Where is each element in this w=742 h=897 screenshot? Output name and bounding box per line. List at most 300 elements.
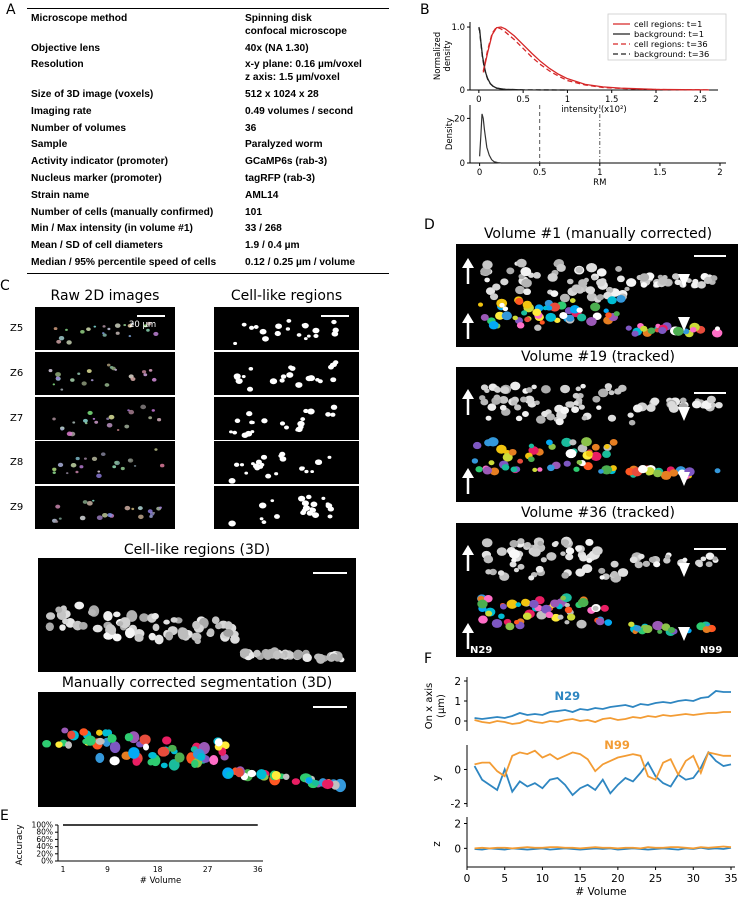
cell-spot xyxy=(284,425,289,429)
cell-blob xyxy=(650,397,659,405)
x-tick-label: 20 xyxy=(611,873,625,885)
table-row xyxy=(27,39,389,56)
cell-spot xyxy=(286,372,293,378)
param-name: Mean / SD of cell diameters xyxy=(31,240,163,252)
cell-blob xyxy=(668,627,675,633)
cell-spot xyxy=(310,508,316,513)
volume-render xyxy=(456,367,738,502)
cell-blob xyxy=(669,469,678,476)
cell-spot xyxy=(303,409,308,413)
cell-blob xyxy=(546,413,554,420)
param-value-line: tagRFP (rab-3) xyxy=(245,172,315,184)
cell-spot xyxy=(302,323,309,329)
cell-blob xyxy=(638,465,648,473)
cell-spot xyxy=(286,327,290,330)
cell-blob xyxy=(517,459,523,464)
cell-blob xyxy=(668,401,676,408)
cell-spot xyxy=(117,429,120,431)
cell-spot xyxy=(229,478,236,484)
cell-spot xyxy=(262,520,267,524)
x-tick-label: 15 xyxy=(573,873,587,885)
cell-blob xyxy=(197,753,205,761)
cell-blob xyxy=(225,621,233,630)
cell-spot xyxy=(234,376,239,380)
up-arrow-icon xyxy=(462,545,474,555)
y-tick-label: 0 xyxy=(454,716,461,728)
cell-spot xyxy=(229,430,233,433)
cell-blob xyxy=(165,631,173,640)
cell-spot xyxy=(153,332,158,336)
cell-blob xyxy=(578,598,589,607)
cell-blob xyxy=(500,386,509,393)
cell-blob xyxy=(515,286,525,294)
z-slice-label: Z6 xyxy=(10,368,24,379)
cell-blob xyxy=(610,439,618,446)
param-name: Sample xyxy=(31,139,68,151)
cell-blob xyxy=(665,554,671,559)
cell-blob xyxy=(536,416,546,424)
cell-blob xyxy=(541,557,547,562)
table-row xyxy=(27,55,389,85)
x-tick-label: 2 xyxy=(653,95,659,105)
cell-blob xyxy=(125,733,133,741)
cell-blob xyxy=(191,760,198,768)
y-axis-label: y xyxy=(431,774,443,782)
cell-blob xyxy=(477,600,487,609)
cell-blob xyxy=(520,267,531,276)
x-tick-label: 27 xyxy=(202,865,213,874)
panel-label-e: E xyxy=(0,808,9,824)
down-arrowhead-icon xyxy=(678,627,690,641)
table-row xyxy=(27,152,389,169)
cell-blob xyxy=(496,445,507,454)
cell-spot xyxy=(234,463,239,467)
cell-blob xyxy=(560,407,569,414)
cell-blob xyxy=(102,729,109,736)
cell-blob xyxy=(601,605,609,612)
cell-blob xyxy=(570,298,576,303)
cell-blob xyxy=(96,730,103,736)
cell-blob xyxy=(598,469,604,474)
cell-spot xyxy=(235,419,241,423)
cell-blob xyxy=(648,327,656,333)
cell-blob xyxy=(537,541,543,546)
param-name: Number of cells (manually confirmed) xyxy=(31,206,214,218)
cell-blob xyxy=(523,613,532,620)
cell-blob xyxy=(482,538,493,547)
cell-blob xyxy=(95,753,104,763)
cell-blob xyxy=(626,325,632,330)
param-value xyxy=(245,13,389,39)
cell-blob xyxy=(577,460,583,465)
cell-blob xyxy=(605,312,612,318)
cell-blob xyxy=(499,303,504,308)
y-tick-label: 100% xyxy=(31,820,53,830)
z-slice-label: Z7 xyxy=(10,413,24,424)
y-tick-label: -2 xyxy=(450,798,461,811)
volume-1-image xyxy=(456,244,738,347)
volume-1-title: Volume #1 (manually corrected) xyxy=(483,226,713,242)
cell-spot xyxy=(94,421,98,424)
y-tick-label: 80% xyxy=(36,827,53,837)
cell-blob xyxy=(697,562,703,567)
cell-spot xyxy=(280,421,285,425)
cell-spot xyxy=(149,369,152,372)
cell-blob xyxy=(302,653,312,662)
cell-blob xyxy=(597,268,607,276)
cell-spot xyxy=(96,474,102,478)
cell-spot xyxy=(312,328,318,333)
cell-spot xyxy=(56,376,60,379)
volume-19-image xyxy=(456,367,738,502)
y-axis-label-line: On x axis xyxy=(424,682,435,730)
y-tick-label: 0 xyxy=(459,86,465,96)
cell-blob xyxy=(586,451,593,457)
cell-blob xyxy=(576,387,581,392)
cell-blob xyxy=(509,549,520,558)
cell-blob xyxy=(162,736,171,744)
param-value-line-2: z axis: 1.5 µm/voxel xyxy=(245,72,340,84)
cell-spot xyxy=(87,411,92,415)
cell-spot xyxy=(134,465,136,467)
cell-blob xyxy=(530,548,541,557)
cell-blob xyxy=(541,385,551,393)
cells-render xyxy=(38,692,356,807)
table-row xyxy=(27,102,389,119)
cell-blob xyxy=(533,272,541,279)
cell-spot xyxy=(131,377,136,381)
cell-spot xyxy=(75,471,78,474)
cell-spot xyxy=(327,456,331,459)
cell-spot xyxy=(149,515,153,518)
cell-blob xyxy=(576,267,584,273)
cell-blob xyxy=(556,264,565,272)
cell-blob xyxy=(195,638,201,644)
segmentation-3d-title: Manually corrected segmentation (3D) xyxy=(61,675,333,691)
cell-spot xyxy=(66,340,71,344)
param-name: Size of 3D image (voxels) xyxy=(31,88,154,100)
cell-spot xyxy=(259,503,266,509)
param-value-line: 512 x 1024 x 28 xyxy=(245,88,319,100)
cell-blob xyxy=(597,294,604,300)
cell-blob xyxy=(564,620,569,624)
panel-label-b: B xyxy=(420,2,430,18)
cell-blob xyxy=(117,621,123,626)
cell-blob xyxy=(509,449,517,456)
cell-blob xyxy=(586,317,597,326)
cell-spot xyxy=(79,465,83,468)
cell-blob xyxy=(607,296,616,304)
cell-blob xyxy=(478,302,483,306)
cell-blob xyxy=(616,295,625,303)
param-value-line: Paralyzed worm xyxy=(245,139,323,151)
cell-blob xyxy=(532,309,541,317)
cell-blob xyxy=(602,450,611,457)
param-value xyxy=(245,135,389,152)
x-tick-label: 25 xyxy=(648,873,663,885)
cell-regions-3d-title: Cell-like regions (3D) xyxy=(123,542,271,558)
cell-spot xyxy=(115,323,121,327)
cell-spot xyxy=(53,383,55,385)
cell-spot xyxy=(247,387,253,392)
cell-spot xyxy=(295,382,302,388)
cell-blob xyxy=(529,444,534,449)
cell-blob xyxy=(516,259,526,268)
cell-blob xyxy=(168,745,177,752)
cell-like-z-slice-image xyxy=(214,486,359,529)
y-tick-label: 1.0 xyxy=(451,23,465,34)
volume-render xyxy=(456,523,738,657)
cell-spot xyxy=(143,373,147,376)
cell-spot xyxy=(153,512,156,514)
cell-blob xyxy=(586,286,595,294)
trace-n99 xyxy=(475,712,731,724)
param-value xyxy=(245,236,389,253)
cell-spot xyxy=(261,455,267,460)
cell-blob xyxy=(640,326,647,332)
cell-blob xyxy=(67,731,75,740)
volume-36-title: Volume #36 (tracked) xyxy=(520,505,676,521)
cell-spot xyxy=(331,405,337,410)
cell-spot xyxy=(59,517,62,519)
cell-blob xyxy=(653,470,662,478)
cell-blob xyxy=(626,278,636,287)
cell-blob xyxy=(569,439,576,445)
cell-spot xyxy=(87,501,93,506)
cell-blob xyxy=(226,771,233,778)
cell-blob xyxy=(575,545,582,551)
y-tick-label: 20 xyxy=(454,114,465,125)
cell-spot xyxy=(138,506,143,510)
table-row xyxy=(27,203,389,220)
cell-blob xyxy=(630,556,638,563)
n99-annotation: N99 xyxy=(604,738,630,752)
table-bottom-rule xyxy=(27,273,389,274)
raw-images-title: Raw 2D images xyxy=(50,288,160,304)
cell-blob xyxy=(247,770,256,777)
up-arrow-icon xyxy=(462,389,474,399)
cell-blob xyxy=(550,600,559,608)
cell-blob xyxy=(586,263,597,272)
x-tick-label: 1.5 xyxy=(653,168,667,178)
cell-blob xyxy=(65,741,72,749)
cell-blob xyxy=(521,310,527,315)
panel-label-c: C xyxy=(0,278,10,294)
cell-blob xyxy=(139,734,150,744)
cell-spot xyxy=(93,418,96,420)
cell-spot xyxy=(300,510,306,515)
table-row xyxy=(27,186,389,203)
cell-blob xyxy=(547,465,555,472)
slice-render xyxy=(214,486,359,529)
cell-spot xyxy=(321,497,325,500)
cell-blob xyxy=(523,301,532,309)
cell-spot xyxy=(290,366,296,371)
cell-blob xyxy=(715,468,721,473)
cell-blob xyxy=(74,602,84,610)
param-name: Microscope method xyxy=(31,13,128,24)
param-value-line: 36 xyxy=(245,122,257,134)
cell-like-z-slice-image xyxy=(214,397,359,440)
param-value-line-2: confocal microscope xyxy=(245,25,347,37)
cell-blob xyxy=(518,564,525,570)
cell-spot xyxy=(84,457,87,459)
cell-blob xyxy=(567,401,575,408)
slice-render xyxy=(214,441,359,484)
cell-spot xyxy=(152,378,157,382)
n99-label: N99 xyxy=(700,645,723,656)
param-value xyxy=(245,219,389,236)
slice-render xyxy=(214,307,359,350)
cell-spot xyxy=(311,502,318,507)
cell-blob xyxy=(55,607,62,614)
param-value xyxy=(245,119,389,136)
cell-spot xyxy=(265,474,271,479)
y-tick-label: 60% xyxy=(36,834,53,844)
cell-blob xyxy=(506,267,514,274)
cell-blob xyxy=(283,774,290,780)
cell-blob xyxy=(272,771,281,780)
x-tick-label: 5 xyxy=(501,873,509,885)
cell-blob xyxy=(547,273,557,282)
cell-spot xyxy=(114,369,117,371)
cell-blob xyxy=(153,624,160,631)
cell-spot xyxy=(142,370,146,373)
cell-spot xyxy=(286,319,291,323)
cell-spot xyxy=(92,500,94,502)
cell-spot xyxy=(228,520,236,526)
cell-blob xyxy=(42,740,51,748)
cell-spot xyxy=(128,458,133,462)
cell-blob xyxy=(263,650,272,660)
slice-render xyxy=(35,397,175,440)
param-value xyxy=(245,169,389,186)
cell-blob xyxy=(605,386,611,391)
param-value-line: 101 xyxy=(245,206,262,218)
cell-spot xyxy=(80,516,86,521)
cell-blob xyxy=(46,612,55,619)
y-tick-label: 2 xyxy=(454,818,461,831)
cell-blob xyxy=(617,275,625,282)
cell-blob xyxy=(565,603,570,607)
cell-blob xyxy=(703,626,711,633)
raw-z-slice-image xyxy=(35,441,175,484)
cell-blob xyxy=(113,634,122,642)
x-tick-label: 1 xyxy=(564,95,571,105)
param-value-line: 1.9 / 0.4 µm xyxy=(245,240,300,252)
cell-blob xyxy=(577,314,586,322)
x-axis-label: # Volume xyxy=(139,876,182,886)
cell-spot xyxy=(148,509,153,513)
cell-spot xyxy=(279,378,284,382)
cell-blob xyxy=(534,400,539,405)
cell-blob xyxy=(516,602,522,607)
x-tick-label: 36 xyxy=(252,865,263,874)
cell-blob xyxy=(192,621,200,629)
cell-blob xyxy=(514,568,519,572)
cell-blob xyxy=(490,293,498,300)
cell-blob xyxy=(151,613,158,619)
x-tick-label: 0.5 xyxy=(532,168,547,178)
y-tick-label: 0 xyxy=(454,764,461,777)
cell-blob xyxy=(305,777,312,784)
cell-spot xyxy=(123,324,126,326)
legend-label: cell regions: t=36 xyxy=(634,39,708,49)
cell-blob xyxy=(494,395,501,401)
cell-spot xyxy=(274,472,278,475)
chart-e xyxy=(8,815,288,897)
cell-spot xyxy=(82,381,87,385)
cell-spot xyxy=(240,463,244,466)
cell-like-z-slice-image xyxy=(214,307,359,350)
cell-blob xyxy=(479,395,485,400)
cell-spot xyxy=(127,409,130,411)
cell-blob xyxy=(489,321,499,329)
cell-blob xyxy=(559,312,567,319)
cell-blob xyxy=(485,611,492,617)
cell-spot xyxy=(125,506,131,510)
cell-blob xyxy=(576,620,586,629)
z-slice-label: Z8 xyxy=(10,457,24,468)
slice-render xyxy=(35,352,175,395)
y-tick-label: 20% xyxy=(36,849,53,859)
cell-blob xyxy=(55,741,62,748)
param-name: Number of volumes xyxy=(31,122,127,134)
cell-spot xyxy=(109,415,115,420)
cell-blob xyxy=(706,561,713,567)
y-axis-label: Density xyxy=(445,117,455,151)
cell-blob xyxy=(511,466,518,472)
cell-spot xyxy=(254,325,259,329)
param-value xyxy=(245,102,389,119)
cell-spot xyxy=(80,330,85,334)
n29-annotation: N29 xyxy=(554,689,581,703)
segmentation-3d-image xyxy=(38,692,356,807)
cell-blob xyxy=(128,747,139,759)
cell-blob xyxy=(545,313,556,322)
cell-blob xyxy=(109,756,119,765)
cell-blob xyxy=(316,654,325,664)
cell-spot xyxy=(152,409,155,412)
volume-19-title: Volume #19 (tracked) xyxy=(520,349,676,365)
y-tick-label: 2 xyxy=(454,676,461,688)
cell-blob xyxy=(673,327,684,336)
cell-blob xyxy=(488,437,499,446)
param-value-line: GCaMP6s (rab-3) xyxy=(245,156,328,168)
x-tick-label: 35 xyxy=(724,873,738,885)
cell-blob xyxy=(524,542,531,548)
raw-z-slice-image xyxy=(35,486,175,529)
cell-blob xyxy=(79,622,88,630)
cell-blob xyxy=(312,780,320,786)
cell-spot xyxy=(107,328,110,330)
param-value-line: 0.12 / 0.25 µm / volume xyxy=(245,256,356,268)
cell-spot xyxy=(328,514,333,518)
cell-spot xyxy=(131,508,134,510)
cell-spot xyxy=(58,463,63,467)
cell-blob xyxy=(614,388,622,394)
cell-blob xyxy=(103,611,112,621)
cell-spot xyxy=(315,459,322,465)
cell-spot xyxy=(278,454,283,458)
y-axis-label-line: density xyxy=(443,40,453,72)
cell-blob xyxy=(560,385,570,393)
cell-blob xyxy=(292,778,300,785)
param-value-line: 0.49 volumes / second xyxy=(245,105,354,117)
cell-blob xyxy=(46,622,54,631)
cell-blob xyxy=(522,411,529,417)
cell-blob xyxy=(521,599,530,606)
